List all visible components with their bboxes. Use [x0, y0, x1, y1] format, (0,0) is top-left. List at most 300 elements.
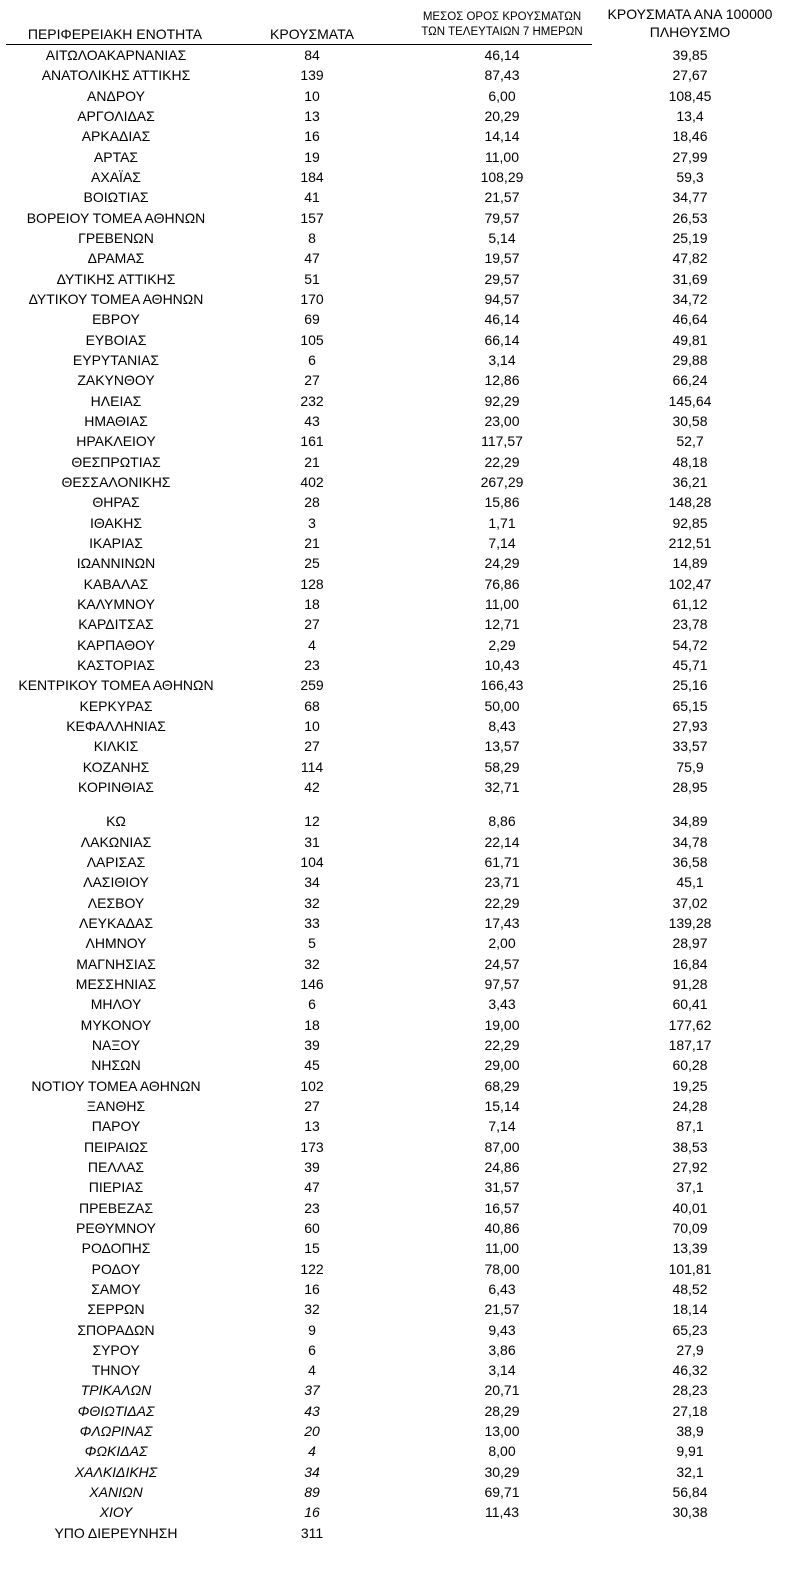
cell-per100k: 28,95	[672, 778, 708, 795]
cell-cases: 42	[304, 778, 320, 795]
cell-avg7: 21,57	[484, 189, 520, 206]
cell-avg7: 21,57	[484, 1301, 520, 1318]
cell-avg7: 24,29	[484, 555, 520, 572]
table-row	[0, 1259, 798, 1279]
table-row	[0, 1279, 798, 1299]
table-row	[0, 635, 798, 655]
header-per100k-line1: ΚΡΟΥΣΜΑΤΑ ΑΝΑ 100000	[607, 6, 773, 22]
cell-per100k: 37,1	[676, 1179, 704, 1196]
table-row	[0, 1441, 798, 1461]
table-row	[0, 614, 798, 634]
cell-cases: 47	[304, 250, 320, 267]
cell-per100k: 34,72	[672, 291, 708, 307]
cell-region: ΘΕΣΠΡΩΤΙΑΣ	[71, 453, 161, 470]
table-row	[0, 1157, 798, 1177]
table-row	[0, 86, 798, 106]
cell-avg7: 94,57	[484, 291, 520, 307]
cell-region: ΗΜΑΘΙΑΣ	[84, 412, 148, 429]
table-row	[0, 1421, 798, 1441]
cell-per100k: 56,84	[672, 1484, 708, 1501]
cell-avg7: 23,00	[484, 412, 520, 429]
cell-per100k: 13,4	[676, 108, 704, 124]
cell-avg7: 19,57	[484, 250, 520, 267]
cell-per100k: 27,18	[672, 1402, 708, 1419]
cell-cases: 89	[304, 1484, 320, 1501]
cell-region: ΚΟΡΙΝΘΙΑΣ	[78, 778, 154, 795]
cell-region: ΝΗΣΩΝ	[91, 1057, 141, 1074]
cell-per100k: 46,64	[672, 311, 708, 328]
cell-avg7: 19,00	[484, 1016, 520, 1033]
cell-per100k: 27,92	[672, 1158, 708, 1175]
cell-region: ΝΑΞΟΥ	[91, 1036, 141, 1053]
cell-cases: 31	[304, 833, 320, 850]
table-row	[0, 1015, 798, 1035]
cell-region: ΠΡΕΒΕΖΑΣ	[78, 1199, 153, 1216]
cell-region: ΒΟΡΕΙΟΥ ΤΟΜΕΑ ΑΘΗΝΩΝ	[26, 209, 206, 226]
cell-per100k: 65,23	[672, 1321, 708, 1338]
cell-region: ΔΥΤΙΚΟΥ ΤΟΜΕΑ ΑΘΗΝΩΝ	[28, 291, 204, 307]
cell-avg7: 1,71	[488, 514, 516, 531]
table-row	[0, 1462, 798, 1482]
cell-cases: 18	[304, 595, 320, 612]
cell-per100k: 187,17	[668, 1036, 712, 1053]
cell-per100k: 91,28	[672, 975, 708, 992]
cell-region: ΜΥΚΟΝΟΥ	[80, 1016, 152, 1033]
cell-per100k: 92,85	[672, 514, 708, 531]
cell-cases: 60	[304, 1219, 320, 1236]
cell-cases: 6	[308, 996, 316, 1013]
cell-cases: 21	[304, 534, 320, 551]
header-avg7	[412, 10, 592, 39]
cell-avg7: 11,00	[485, 595, 519, 612]
cell-per100k: 33,57	[672, 738, 708, 755]
cell-cases: 161	[300, 433, 324, 450]
cell-per100k: 108,45	[668, 87, 712, 104]
cell-region: ΛΑΡΙΣΑΣ	[86, 853, 146, 870]
cell-per100k: 27,9	[676, 1341, 704, 1358]
cell-region: ΛΕΣΒΟΥ	[87, 894, 145, 911]
cell-avg7: 87,43	[484, 67, 520, 84]
table-row	[0, 1340, 798, 1360]
cell-cases: 104	[300, 853, 324, 870]
cell-cases: 16	[304, 128, 320, 145]
cell-per100k: 24,28	[672, 1097, 708, 1114]
cell-region: ΙΘΑΚΗΣ	[90, 514, 142, 531]
cell-per100k: 13,39	[672, 1240, 708, 1257]
table-row	[0, 1116, 798, 1136]
cell-region: ΚΟΖΑΝΗΣ	[82, 758, 150, 775]
cell-avg7: 31,57	[484, 1179, 520, 1196]
table-row	[0, 167, 798, 187]
cell-per100k: 34,89	[672, 813, 708, 830]
cell-cases: 12	[304, 813, 320, 830]
header-per100k	[590, 5, 790, 41]
cell-region: ΦΘΙΩΤΙΔΑΣ	[77, 1402, 155, 1419]
cell-per100k: 19,25	[672, 1077, 708, 1094]
cell-per100k: 145,64	[668, 392, 712, 409]
table-row	[0, 777, 798, 797]
cell-avg7: 22,29	[484, 453, 520, 470]
cell-cases: 32	[304, 1301, 320, 1318]
cell-per100k: 70,09	[672, 1219, 708, 1236]
table-row	[0, 913, 798, 933]
cell-region: ΑΙΤΩΛΟΑΚΑΡΝΑΝΙΑΣ	[45, 47, 187, 63]
cell-cases: 27	[304, 616, 320, 633]
cell-cases: 5	[308, 935, 316, 952]
cell-avg7: 46,14	[484, 311, 520, 328]
table-row	[0, 126, 798, 146]
table-row	[0, 208, 798, 228]
cell-per100k: 39,85	[672, 47, 708, 63]
cell-avg7: 66,14	[484, 331, 520, 348]
cell-avg7: 6,00	[488, 87, 516, 104]
cell-region: ΠΑΡΟΥ	[91, 1118, 141, 1135]
cell-cases: 34	[304, 1463, 320, 1480]
cell-per100k: 28,23	[672, 1382, 708, 1399]
table-row	[0, 675, 798, 695]
cell-cases: 139	[300, 67, 324, 84]
table-row	[0, 811, 798, 831]
cell-avg7: 12,71	[484, 616, 520, 633]
cell-per100k: 87,1	[676, 1118, 704, 1135]
cell-per100k: 18,14	[672, 1301, 708, 1318]
cell-cases: 102	[300, 1077, 324, 1094]
cell-per100k: 40,01	[672, 1199, 708, 1216]
cell-region: ΧΑΛΚΙΔΙΚΗΣ	[74, 1463, 158, 1480]
cell-per100k: 61,12	[672, 595, 708, 612]
cell-region: ΑΡΤΑΣ	[93, 148, 139, 165]
cell-cases: 33	[304, 914, 320, 931]
cell-region: ΚΩ	[106, 813, 126, 830]
header-cases	[262, 25, 362, 43]
cell-per100k: 38,53	[672, 1138, 708, 1155]
cell-per100k: 14,89	[672, 555, 708, 572]
cell-per100k: 29,88	[672, 351, 708, 368]
cell-cases: 43	[304, 412, 320, 429]
cell-cases: 28	[304, 494, 320, 511]
cell-cases: 4	[308, 1362, 316, 1379]
header-region	[0, 25, 230, 43]
cell-cases: 259	[300, 677, 324, 694]
cell-region: ΚΕΝΤΡΙΚΟΥ ΤΟΜΕΑ ΑΘΗΝΩΝ	[18, 677, 214, 694]
cell-avg7: 3,86	[488, 1341, 516, 1358]
cell-cases: 170	[300, 291, 324, 307]
table-row	[0, 1076, 798, 1096]
cell-avg7: 2,29	[488, 636, 516, 653]
header-region-label: ΠΕΡΙΦΕΡΕΙΑΚΗ ΕΝΟΤΗΤΑ	[27, 26, 203, 42]
cell-avg7: 29,00	[484, 1057, 520, 1074]
cell-avg7: 8,86	[488, 813, 516, 830]
cell-region: ΤΡΙΚΑΛΩΝ	[80, 1382, 152, 1399]
cell-avg7: 17,43	[484, 914, 520, 931]
cell-avg7: 22,29	[484, 1036, 520, 1053]
cell-per100k: 30,58	[672, 412, 708, 429]
cell-per100k: 148,28	[668, 494, 712, 511]
table-row	[0, 350, 798, 370]
table-row	[0, 1299, 798, 1319]
cell-avg7: 10,43	[484, 656, 520, 673]
cell-per100k: 16,84	[672, 955, 708, 972]
cell-avg7: 69,71	[484, 1484, 520, 1501]
cell-cases: 39	[304, 1036, 320, 1053]
cell-per100k: 36,58	[672, 853, 708, 870]
cell-region: ΚΑΣΤΟΡΙΑΣ	[77, 656, 155, 673]
cell-avg7: 23,71	[484, 874, 520, 891]
cell-cases: 3	[308, 514, 316, 531]
cell-avg7: 20,71	[484, 1382, 520, 1399]
cell-per100k: 48,52	[672, 1280, 708, 1297]
cell-avg7: 46,14	[484, 47, 520, 63]
cell-avg7: 14,14	[484, 128, 520, 145]
table-row	[0, 574, 798, 594]
table-row	[0, 1096, 798, 1116]
cell-avg7: 11,43	[485, 1504, 519, 1521]
cell-avg7: 6,43	[488, 1280, 516, 1297]
cell-avg7: 9,43	[488, 1321, 516, 1338]
cell-avg7: 166,43	[480, 677, 524, 694]
cell-per100k: 54,72	[672, 636, 708, 653]
cell-cases: 157	[300, 209, 324, 226]
table-row	[0, 65, 798, 85]
cell-cases: 27	[304, 372, 320, 389]
cell-cases: 68	[304, 697, 320, 714]
cell-region: ΠΙΕΡΙΑΣ	[88, 1179, 144, 1196]
cell-avg7: 13,00	[484, 1423, 520, 1440]
cell-region: ΠΕΙΡΑΙΩΣ	[84, 1138, 148, 1155]
cell-per100k: 27,67	[672, 67, 708, 84]
cell-avg7: 117,57	[481, 433, 523, 450]
cell-cases: 16	[304, 1280, 320, 1297]
cell-region: ΛΗΜΝΟΥ	[85, 935, 147, 952]
cell-per100k: 38,9	[676, 1423, 704, 1440]
table-row	[0, 228, 798, 248]
cell-per100k: 101,81	[668, 1260, 712, 1277]
cell-per100k: 46,32	[672, 1362, 708, 1379]
cell-cases: 47	[304, 1179, 320, 1196]
cell-region: ΛΑΚΩΝΙΑΣ	[80, 833, 152, 850]
cell-cases: 6	[308, 1341, 316, 1358]
cell-cases: 20	[304, 1423, 320, 1440]
cell-avg7: 8,00	[488, 1443, 516, 1460]
cell-cases: 10	[304, 87, 320, 104]
cell-per100k: 45,1	[676, 874, 704, 891]
cell-region: ΒΟΙΩΤΙΑΣ	[83, 189, 149, 206]
table-row	[0, 696, 798, 716]
table-row	[0, 452, 798, 472]
cell-per100k: 49,81	[672, 331, 708, 348]
cell-region: ΕΒΡΟΥ	[92, 311, 140, 328]
cell-region: ΗΡΑΚΛΕΙΟΥ	[76, 433, 156, 450]
cell-region: ΖΑΚΥΝΘΟΥ	[77, 372, 155, 389]
cell-region: ΕΥΡΥΤΑΝΙΑΣ	[72, 351, 160, 368]
table-row	[0, 472, 798, 492]
cell-per100k: 59,3	[676, 169, 704, 185]
cell-region: ΡΟΔΟΥ	[91, 1260, 141, 1277]
cell-region: ΧΙΟΥ	[99, 1504, 133, 1521]
cell-avg7: 22,14	[484, 833, 520, 850]
cell-per100k: 66,24	[672, 372, 708, 389]
cell-cases: 13	[304, 1118, 320, 1135]
cell-region: ΙΩΑΝΝΙΝΩΝ	[76, 555, 156, 572]
cell-region: ΚΑΒΑΛΑΣ	[83, 575, 149, 592]
cell-region: ΑΧΑΪΑΣ	[91, 169, 141, 185]
table-row	[0, 147, 798, 167]
cell-avg7: 20,29	[484, 108, 520, 124]
cell-per100k: 31,69	[672, 270, 708, 287]
cell-avg7: 92,29	[484, 392, 520, 409]
cell-per100k: 48,18	[672, 453, 708, 470]
cell-per100k: 47,82	[672, 250, 708, 267]
table-row	[0, 289, 798, 309]
cell-region: ΑΡΓΟΛΙΔΑΣ	[77, 108, 155, 124]
table-row	[0, 1035, 798, 1055]
cell-cases: 114	[300, 758, 324, 775]
table-row	[0, 852, 798, 872]
cell-per100k: 34,77	[672, 189, 708, 206]
cell-per100k: 45,71	[672, 656, 708, 673]
cell-region: ΜΕΣΣΗΝΙΑΣ	[75, 975, 157, 992]
table-row	[0, 757, 798, 777]
table-row	[0, 553, 798, 573]
cell-cases: 8	[308, 230, 316, 246]
cell-cases: 122	[300, 1260, 324, 1277]
cell-region: ΣΑΜΟΥ	[91, 1280, 141, 1297]
table-row	[0, 1482, 798, 1502]
cell-region: ΡΕΘΥΜΝΟΥ	[75, 1219, 156, 1236]
table-row	[0, 974, 798, 994]
cell-cases: 184	[300, 169, 324, 185]
cell-region: ΘΕΣΣΑΛΟΝΙΚΗΣ	[61, 473, 171, 490]
table-row	[0, 269, 798, 289]
table-row	[0, 533, 798, 553]
table-row	[0, 994, 798, 1014]
cell-region: ΑΡΚΑΔΙΑΣ	[81, 128, 151, 145]
table-row	[0, 655, 798, 675]
cell-avg7: 24,86	[484, 1158, 520, 1175]
cell-cases: 21	[304, 453, 320, 470]
cell-per100k: 27,93	[672, 717, 708, 734]
cell-per100k: 37,02	[672, 894, 708, 911]
cell-per100k: 139,28	[668, 914, 712, 931]
cell-region: ΓΡΕΒΕΝΩΝ	[78, 230, 154, 246]
table-row	[0, 893, 798, 913]
cell-cases: 37	[304, 1382, 320, 1399]
cell-avg7: 5,14	[488, 230, 516, 246]
cell-avg7: 40,86	[484, 1219, 520, 1236]
cell-avg7: 8,43	[488, 717, 516, 734]
cell-per100k: 75,9	[676, 758, 704, 775]
table-row	[0, 248, 798, 268]
cell-avg7: 22,29	[484, 894, 520, 911]
cell-avg7: 29,57	[484, 270, 520, 287]
cell-region: ΑΝΔΡΟΥ	[87, 87, 145, 104]
cell-cases: 41	[304, 189, 320, 206]
cell-avg7: 15,14	[484, 1097, 520, 1114]
cell-avg7: 3,14	[488, 351, 516, 368]
cell-region: ΧΑΝΙΩΝ	[89, 1484, 143, 1501]
cell-cases: 128	[300, 575, 324, 592]
cell-avg7: 7,14	[488, 1118, 516, 1135]
cell-avg7: 79,57	[484, 209, 520, 226]
cell-cases: 51	[304, 270, 320, 287]
cell-per100k: 23,78	[672, 616, 708, 633]
cell-per100k: 52,7	[676, 433, 704, 450]
cell-cases: 32	[304, 894, 320, 911]
cell-cases: 45	[304, 1057, 320, 1074]
table-row	[0, 594, 798, 614]
header-avg7-line1: ΜΕΣΟΣ ΟΡΟΣ ΚΡΟΥΣΜΑΤΩΝ	[422, 11, 582, 23]
cell-region: ΣΕΡΡΩΝ	[87, 1301, 145, 1318]
cell-per100k: 32,1	[676, 1463, 704, 1480]
cell-avg7: 16,57	[484, 1199, 520, 1216]
cell-cases: 232	[300, 392, 324, 409]
table-row	[0, 1401, 798, 1421]
cell-cases: 23	[304, 656, 320, 673]
cell-cases: 27	[304, 738, 320, 755]
cell-avg7: 50,00	[484, 697, 520, 714]
cell-region: ΜΗΛΟΥ	[90, 996, 142, 1013]
cell-per100k: 212,51	[668, 534, 712, 551]
cell-avg7: 32,71	[484, 778, 520, 795]
cell-cases: 105	[300, 331, 324, 348]
cell-region: ΥΠΟ ΔΙΕΡΕΥΝΗΣΗ	[54, 1524, 178, 1541]
cell-per100k: 27,99	[672, 148, 708, 165]
cell-region: ΔΡΑΜΑΣ	[87, 250, 145, 267]
cell-cases: 13	[304, 108, 320, 124]
cell-region: ΣΠΟΡΑΔΩΝ	[77, 1321, 155, 1338]
cell-per100k: 102,47	[668, 575, 712, 592]
cell-avg7: 267,29	[480, 473, 524, 490]
cell-cases: 25	[304, 555, 320, 572]
cell-region: ΝΟΤΙΟΥ ΤΟΜΕΑ ΑΘΗΝΩΝ	[31, 1077, 201, 1094]
cell-cases: 18	[304, 1016, 320, 1033]
cell-per100k: 65,15	[672, 697, 708, 714]
table-row	[0, 106, 798, 126]
cell-region: ΙΚΑΡΙΑΣ	[89, 534, 143, 551]
cell-avg7: 15,86	[484, 494, 520, 511]
table-row	[0, 933, 798, 953]
cell-cases: 15	[304, 1240, 320, 1257]
cell-cases: 4	[308, 636, 316, 653]
table-row	[0, 1177, 798, 1197]
cell-cases: 311	[300, 1524, 324, 1541]
cell-region: ΛΕΥΚΑΔΑΣ	[78, 914, 154, 931]
cell-cases: 16	[304, 1504, 320, 1521]
cell-avg7: 11,00	[485, 1240, 519, 1257]
cell-region: ΕΥΒΟΙΑΣ	[85, 331, 147, 348]
cell-avg7: 30,29	[484, 1463, 520, 1480]
table-row	[0, 370, 798, 390]
cell-region: ΚΕΡΚΥΡΑΣ	[79, 697, 153, 714]
cell-cases: 27	[304, 1097, 320, 1114]
cell-region: ΦΩΚΙΔΑΣ	[84, 1443, 148, 1460]
cell-region: ΚΑΡΔΙΤΣΑΣ	[78, 616, 154, 633]
cell-region: ΗΛΕΙΑΣ	[90, 392, 142, 409]
cell-avg7: 3,43	[488, 996, 516, 1013]
cell-region: ΛΑΣΙΘΙΟΥ	[83, 874, 149, 891]
cell-avg7: 108,29	[480, 169, 524, 185]
cell-avg7: 3,14	[488, 1362, 516, 1379]
cell-region: ΜΑΓΝΗΣΙΑΣ	[76, 955, 156, 972]
table-row	[0, 832, 798, 852]
cell-region: ΚΑΡΠΑΘΟΥ	[77, 636, 155, 653]
cell-cases: 84	[304, 47, 320, 63]
cell-avg7: 2,00	[488, 935, 516, 952]
table-row	[0, 1137, 798, 1157]
cell-cases: 4	[308, 1443, 316, 1460]
cell-per100k: 26,53	[672, 209, 708, 226]
cell-region: ΚΙΛΚΙΣ	[93, 738, 139, 755]
